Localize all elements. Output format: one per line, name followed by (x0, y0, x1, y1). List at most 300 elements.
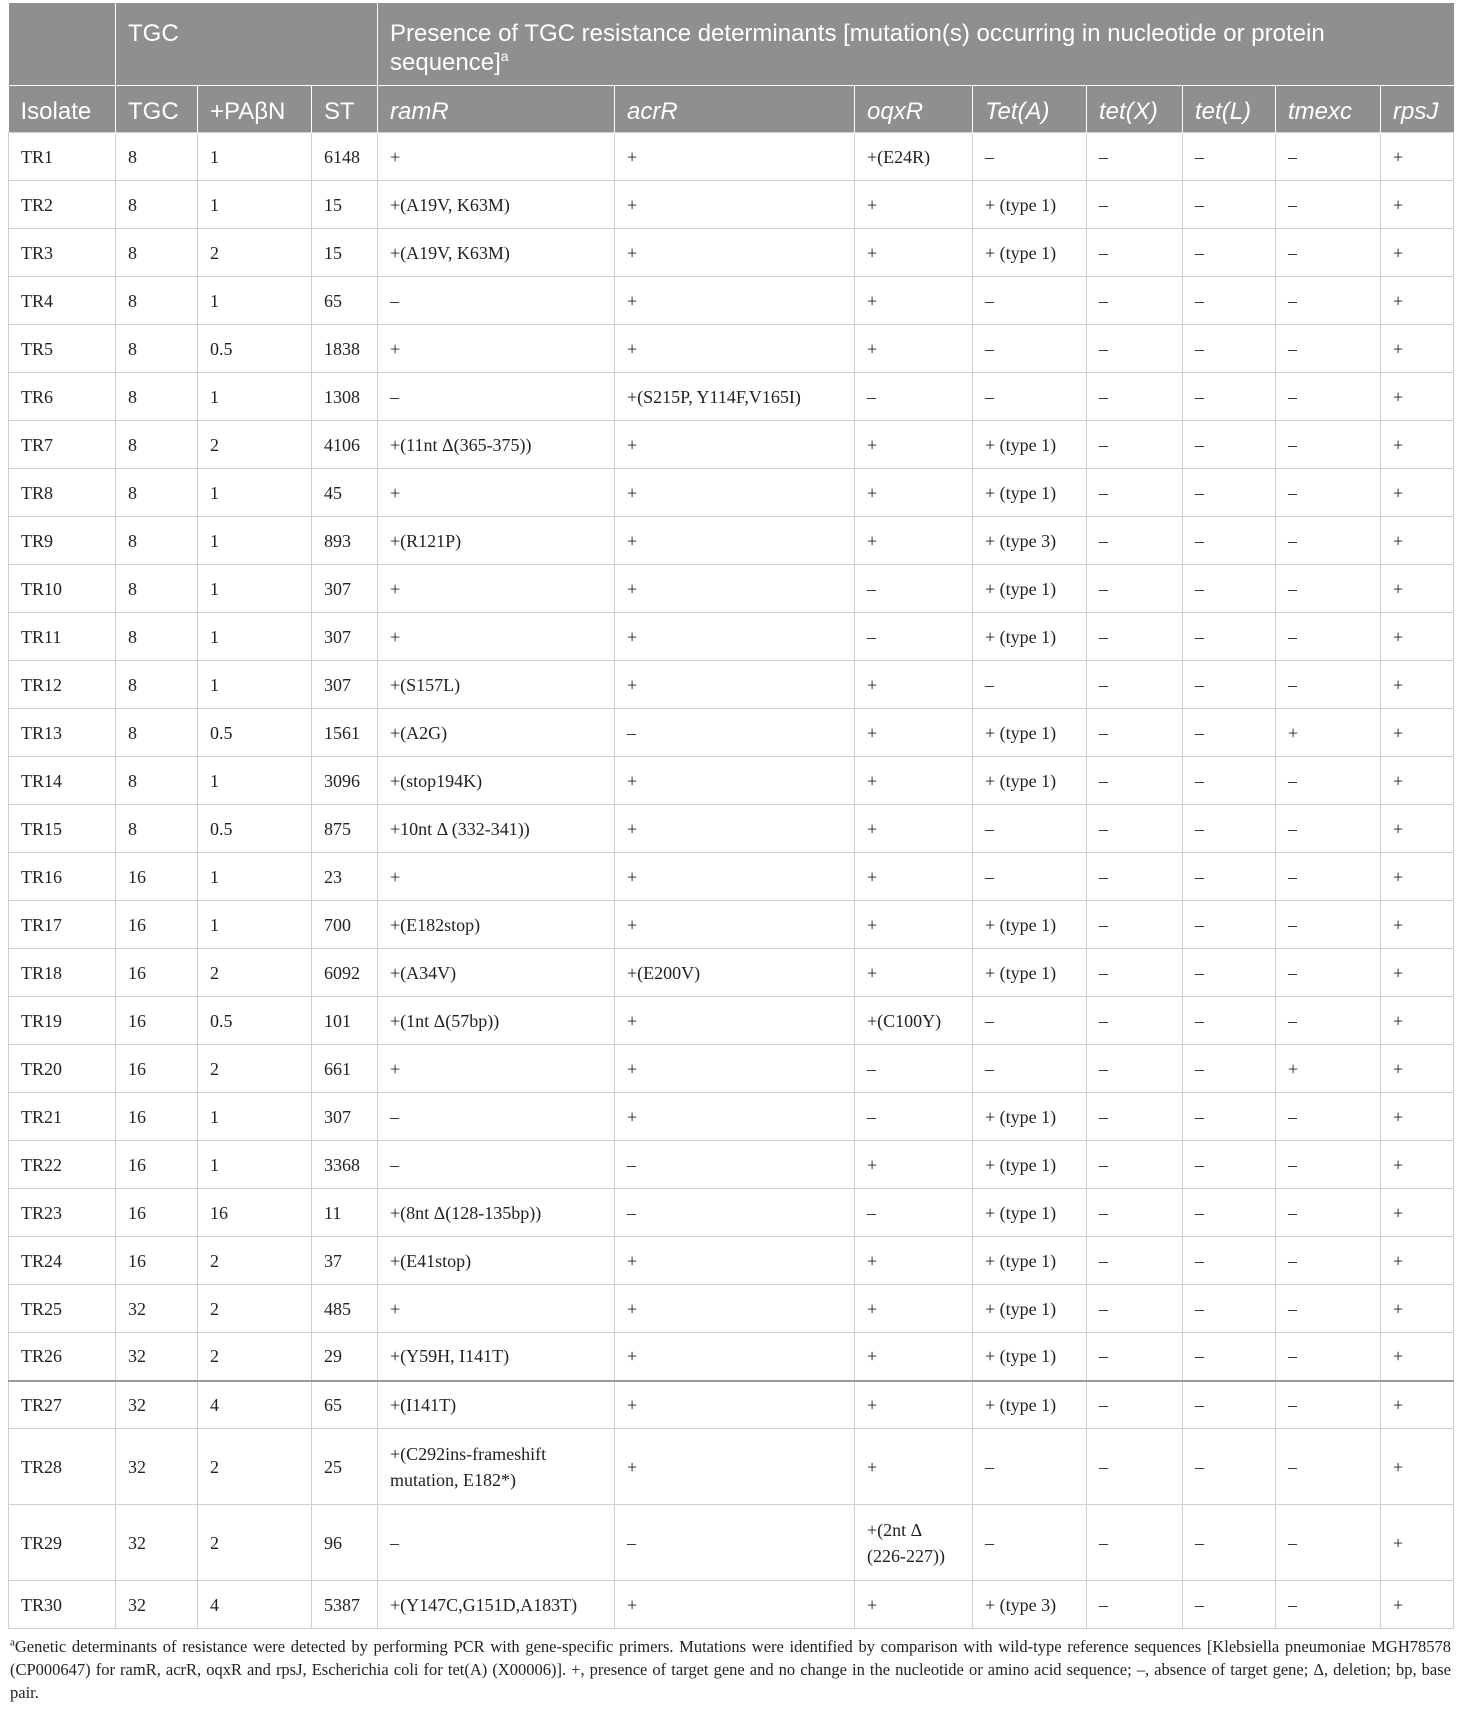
cell-acrr: + (615, 325, 855, 373)
cell-acrr: + (615, 277, 855, 325)
cell-acrr: + (615, 421, 855, 469)
cell-rpsj: + (1381, 1189, 1454, 1237)
cell-tgc: 16 (116, 1237, 198, 1285)
cell-tetx: – (1087, 421, 1183, 469)
cell-tetl: – (1183, 565, 1276, 613)
cell-st: 5387 (312, 1581, 378, 1629)
cell-tetl: – (1183, 1093, 1276, 1141)
cell-ramr: +(S157L) (378, 661, 615, 709)
cell-tetl: – (1183, 709, 1276, 757)
cell-tetl: – (1183, 1285, 1276, 1333)
cell-tetl: – (1183, 325, 1276, 373)
table-row (9, 229, 1454, 277)
cell-isolate: TR16 (9, 853, 116, 901)
cell-acrr: + (615, 853, 855, 901)
cell-tmexc: – (1276, 1189, 1381, 1237)
table-row (9, 1381, 1454, 1429)
cell-ramr: +(stop194K) (378, 757, 615, 805)
cell-tmexc: – (1276, 181, 1381, 229)
cell-isolate: TR5 (9, 325, 116, 373)
cell-tetx: – (1087, 1093, 1183, 1141)
cell-acrr: + (615, 1093, 855, 1141)
cell-tetx: – (1087, 1237, 1183, 1285)
column-header-isolate: Isolate (9, 86, 116, 133)
cell-oqxr: + (855, 1285, 973, 1333)
cell-acrr: + (615, 613, 855, 661)
cell-tgc: 8 (116, 757, 198, 805)
cell-st: 6092 (312, 949, 378, 997)
cell-isolate: TR17 (9, 901, 116, 949)
cell-st: 37 (312, 1237, 378, 1285)
cell-oqxr: +(E24R) (855, 133, 973, 181)
cell-oqxr: +(C100Y) (855, 997, 973, 1045)
cell-tetl: – (1183, 853, 1276, 901)
cell-tgc: 8 (116, 277, 198, 325)
cell-tetx: – (1087, 1045, 1183, 1093)
cell-tetx: – (1087, 565, 1183, 613)
cell-tgc: 16 (116, 1045, 198, 1093)
cell-tmexc: – (1276, 1093, 1381, 1141)
column-header-tgc: TGC (116, 86, 198, 133)
cell-isolate: TR27 (9, 1381, 116, 1429)
column-header-tetl: tet(L) (1183, 86, 1276, 133)
cell-teta: – (973, 805, 1087, 853)
cell-isolate: TR18 (9, 949, 116, 997)
cell-tgc: 8 (116, 661, 198, 709)
cell-tetx: – (1087, 1381, 1183, 1429)
cell-acrr: + (615, 181, 855, 229)
cell-rpsj: + (1381, 133, 1454, 181)
cell-teta: – (973, 997, 1087, 1045)
cell-tetl: – (1183, 1045, 1276, 1093)
cell-tetl: – (1183, 901, 1276, 949)
cell-tmexc: – (1276, 1381, 1381, 1429)
cell-isolate: TR9 (9, 517, 116, 565)
cell-rpsj: + (1381, 469, 1454, 517)
cell-papbn: 1 (198, 133, 312, 181)
cell-acrr: + (615, 1333, 855, 1381)
cell-papbn: 1 (198, 1093, 312, 1141)
table-row (9, 277, 1454, 325)
cell-papbn: 2 (198, 949, 312, 997)
cell-tgc: 8 (116, 565, 198, 613)
cell-papbn: 1 (198, 853, 312, 901)
cell-tgc: 8 (116, 613, 198, 661)
cell-oqxr: – (855, 1045, 973, 1093)
cell-tgc: 8 (116, 181, 198, 229)
cell-oqxr: – (855, 613, 973, 661)
cell-tmexc: – (1276, 661, 1381, 709)
cell-tgc: 16 (116, 1189, 198, 1237)
cell-oqxr: + (855, 1381, 973, 1429)
cell-acrr: + (615, 1045, 855, 1093)
cell-tetl: – (1183, 1141, 1276, 1189)
cell-papbn: 2 (198, 229, 312, 277)
cell-st: 307 (312, 661, 378, 709)
cell-rpsj: + (1381, 373, 1454, 421)
cell-rpsj: + (1381, 421, 1454, 469)
cell-tgc: 32 (116, 1381, 198, 1429)
cell-tmexc: – (1276, 1505, 1381, 1581)
cell-tetl: – (1183, 1581, 1276, 1629)
cell-tmexc: + (1276, 709, 1381, 757)
cell-tmexc: + (1276, 1045, 1381, 1093)
cell-tetx: – (1087, 1581, 1183, 1629)
cell-papbn: 2 (198, 1045, 312, 1093)
cell-rpsj: + (1381, 565, 1454, 613)
cell-st: 875 (312, 805, 378, 853)
cell-teta: + (type 1) (973, 709, 1087, 757)
cell-st: 700 (312, 901, 378, 949)
cell-tetx: – (1087, 1285, 1183, 1333)
cell-tmexc: – (1276, 229, 1381, 277)
cell-papbn: 1 (198, 277, 312, 325)
cell-ramr: + (378, 469, 615, 517)
cell-ramr: +(E182stop) (378, 901, 615, 949)
column-header-st: ST (312, 86, 378, 133)
cell-isolate: TR30 (9, 1581, 116, 1629)
cell-isolate: TR11 (9, 613, 116, 661)
cell-st: 3096 (312, 757, 378, 805)
cell-isolate: TR12 (9, 661, 116, 709)
cell-st: 1308 (312, 373, 378, 421)
cell-teta: + (type 1) (973, 1141, 1087, 1189)
cell-rpsj: + (1381, 517, 1454, 565)
cell-tetl: – (1183, 997, 1276, 1045)
cell-teta: – (973, 853, 1087, 901)
cell-teta: – (973, 373, 1087, 421)
cell-tetx: – (1087, 1189, 1183, 1237)
cell-acrr: +(E200V) (615, 949, 855, 997)
cell-ramr: +(Y59H, I141T) (378, 1333, 615, 1381)
cell-papbn: 1 (198, 901, 312, 949)
cell-papbn: 1 (198, 565, 312, 613)
cell-tetx: – (1087, 853, 1183, 901)
cell-ramr: + (378, 133, 615, 181)
cell-oqxr: + (855, 325, 973, 373)
cell-tetx: – (1087, 805, 1183, 853)
cell-tetx: – (1087, 229, 1183, 277)
cell-tmexc: – (1276, 277, 1381, 325)
cell-ramr: +(A19V, K63M) (378, 181, 615, 229)
cell-rpsj: + (1381, 1141, 1454, 1189)
cell-acrr: – (615, 1189, 855, 1237)
cell-st: 485 (312, 1285, 378, 1333)
cell-st: 893 (312, 517, 378, 565)
cell-rpsj: + (1381, 1381, 1454, 1429)
cell-tetx: – (1087, 325, 1183, 373)
cell-tmexc: – (1276, 901, 1381, 949)
cell-acrr: + (615, 1237, 855, 1285)
cell-tmexc: – (1276, 805, 1381, 853)
cell-acrr: + (615, 517, 855, 565)
cell-papbn: 1 (198, 661, 312, 709)
cell-oqxr: + (855, 229, 973, 277)
cell-tmexc: – (1276, 997, 1381, 1045)
cell-papbn: 1 (198, 373, 312, 421)
cell-papbn: 2 (198, 421, 312, 469)
cell-oqxr: + (855, 805, 973, 853)
cell-isolate: TR19 (9, 997, 116, 1045)
table-row (9, 1045, 1454, 1093)
cell-ramr: + (378, 853, 615, 901)
cell-tmexc: – (1276, 325, 1381, 373)
cell-papbn: 1 (198, 1141, 312, 1189)
cell-tmexc: – (1276, 469, 1381, 517)
header-group-presence-text: Presence of TGC resistance determinants [mutation(s) occurring in nucleotide or protein sequence] (390, 20, 1325, 76)
cell-rpsj: + (1381, 949, 1454, 997)
cell-tetl: – (1183, 1189, 1276, 1237)
cell-teta: + (type 1) (973, 469, 1087, 517)
cell-papbn: 16 (198, 1189, 312, 1237)
cell-tetx: – (1087, 949, 1183, 997)
cell-tmexc: – (1276, 613, 1381, 661)
cell-ramr: +(A2G) (378, 709, 615, 757)
cell-teta: – (973, 1045, 1087, 1093)
table-row (9, 997, 1454, 1045)
cell-papbn: 0.5 (198, 709, 312, 757)
cell-teta: + (type 1) (973, 1381, 1087, 1429)
cell-tetl: – (1183, 517, 1276, 565)
cell-tgc: 8 (116, 133, 198, 181)
cell-papbn: 2 (198, 1505, 312, 1581)
cell-papbn: 2 (198, 1429, 312, 1505)
cell-oqxr: + (855, 1333, 973, 1381)
cell-oqxr: + (855, 757, 973, 805)
cell-rpsj: + (1381, 757, 1454, 805)
cell-tgc: 32 (116, 1581, 198, 1629)
cell-teta: + (type 1) (973, 565, 1087, 613)
column-header-ramr: ramR (378, 86, 615, 133)
cell-teta: + (type 1) (973, 421, 1087, 469)
header-group-tgc: TGC (116, 3, 378, 86)
table-container (8, 3, 1453, 1704)
cell-isolate: TR7 (9, 421, 116, 469)
cell-rpsj: + (1381, 805, 1454, 853)
cell-tetl: – (1183, 1237, 1276, 1285)
cell-tetl: – (1183, 133, 1276, 181)
cell-isolate: TR24 (9, 1237, 116, 1285)
cell-st: 1561 (312, 709, 378, 757)
footnote-marker: a (500, 48, 509, 64)
cell-oqxr: + (855, 1581, 973, 1629)
cell-tmexc: – (1276, 1581, 1381, 1629)
cell-tetl: – (1183, 613, 1276, 661)
cell-tetx: – (1087, 1141, 1183, 1189)
cell-isolate: TR4 (9, 277, 116, 325)
cell-tgc: 8 (116, 325, 198, 373)
cell-tetx: – (1087, 1333, 1183, 1381)
cell-acrr: – (615, 1141, 855, 1189)
cell-papbn: 4 (198, 1381, 312, 1429)
cell-acrr: + (615, 133, 855, 181)
cell-isolate: TR2 (9, 181, 116, 229)
cell-papbn: 0.5 (198, 997, 312, 1045)
cell-isolate: TR29 (9, 1505, 116, 1581)
cell-teta: – (973, 277, 1087, 325)
cell-st: 11 (312, 1189, 378, 1237)
cell-rpsj: + (1381, 613, 1454, 661)
cell-st: 29 (312, 1333, 378, 1381)
cell-oqxr: + (855, 1141, 973, 1189)
cell-teta: – (973, 1429, 1087, 1505)
table-row (9, 1285, 1454, 1333)
cell-acrr: + (615, 661, 855, 709)
cell-oqxr: + (855, 469, 973, 517)
column-header-tetx: tet(X) (1087, 86, 1183, 133)
cell-oqxr: + (855, 949, 973, 997)
cell-tetx: – (1087, 277, 1183, 325)
cell-rpsj: + (1381, 277, 1454, 325)
cell-teta: – (973, 133, 1087, 181)
column-header-tmexc: tmexc (1276, 86, 1381, 133)
table-body (9, 133, 1454, 1629)
cell-tetx: – (1087, 613, 1183, 661)
cell-isolate: TR21 (9, 1093, 116, 1141)
cell-acrr: + (615, 997, 855, 1045)
column-header-acrr: acrR (615, 86, 855, 133)
cell-acrr: – (615, 709, 855, 757)
table-row (9, 661, 1454, 709)
cell-acrr: + (615, 1429, 855, 1505)
cell-papbn: 1 (198, 757, 312, 805)
cell-oqxr: – (855, 373, 973, 421)
cell-tmexc: – (1276, 517, 1381, 565)
cell-ramr: + (378, 1285, 615, 1333)
cell-st: 307 (312, 565, 378, 613)
cell-papbn: 4 (198, 1581, 312, 1629)
cell-tetl: – (1183, 1333, 1276, 1381)
cell-tgc: 32 (116, 1429, 198, 1505)
cell-ramr: +(Y147C,G151D,A183T) (378, 1581, 615, 1629)
cell-tmexc: – (1276, 1141, 1381, 1189)
cell-rpsj: + (1381, 1333, 1454, 1381)
cell-teta: + (type 1) (973, 949, 1087, 997)
cell-tmexc: – (1276, 853, 1381, 901)
cell-teta: + (type 1) (973, 901, 1087, 949)
cell-teta: + (type 1) (973, 613, 1087, 661)
cell-ramr: – (378, 1141, 615, 1189)
cell-tmexc: – (1276, 1285, 1381, 1333)
cell-ramr: +(R121P) (378, 517, 615, 565)
cell-oqxr: + (855, 901, 973, 949)
cell-st: 15 (312, 229, 378, 277)
cell-rpsj: + (1381, 901, 1454, 949)
cell-papbn: 0.5 (198, 325, 312, 373)
cell-ramr: + (378, 325, 615, 373)
cell-rpsj: + (1381, 853, 1454, 901)
header-blank-cell (9, 3, 116, 86)
cell-acrr: + (615, 901, 855, 949)
cell-st: 23 (312, 853, 378, 901)
cell-tetx: – (1087, 709, 1183, 757)
cell-tgc: 16 (116, 997, 198, 1045)
footnote-text: Genetic determinants of resistance were detected by performing PCR with gene-specific primers. Mutations were identified by comparison with wild-type reference sequences [Klebsiella pneumoniae MGH78578 (CP000647) for ramR, acrR, oqxR and rpsJ, Escherichia coli for tet(A) (X00006)]. +, presence of target gene and no change in the nucleotide or amino acid sequence; –, absence of target gene; Δ, deletion; bp, base pair. (10, 1637, 1451, 1702)
cell-papbn: 2 (198, 1333, 312, 1381)
table-row (9, 613, 1454, 661)
cell-st: 1838 (312, 325, 378, 373)
footnote-marker: a (10, 1636, 15, 1649)
cell-ramr: +(8nt Δ(128-135bp)) (378, 1189, 615, 1237)
column-header-teta: Tet(A) (973, 86, 1087, 133)
cell-acrr: + (615, 229, 855, 277)
cell-rpsj: + (1381, 997, 1454, 1045)
cell-ramr: – (378, 373, 615, 421)
cell-st: 65 (312, 1381, 378, 1429)
cell-isolate: TR1 (9, 133, 116, 181)
table-row (9, 1505, 1454, 1581)
cell-isolate: TR14 (9, 757, 116, 805)
cell-tgc: 32 (116, 1505, 198, 1581)
cell-papbn: 2 (198, 1237, 312, 1285)
cell-rpsj: + (1381, 1285, 1454, 1333)
cell-teta: – (973, 661, 1087, 709)
resistance-table (8, 3, 1454, 1629)
cell-isolate: TR20 (9, 1045, 116, 1093)
cell-tetl: – (1183, 181, 1276, 229)
cell-acrr: + (615, 1581, 855, 1629)
cell-tmexc: – (1276, 133, 1381, 181)
cell-tetx: – (1087, 1505, 1183, 1581)
cell-teta: + (type 1) (973, 1093, 1087, 1141)
cell-tetx: – (1087, 997, 1183, 1045)
table-row (9, 517, 1454, 565)
cell-ramr: +(E41stop) (378, 1237, 615, 1285)
cell-tgc: 8 (116, 229, 198, 277)
table-row (9, 133, 1454, 181)
cell-rpsj: + (1381, 1505, 1454, 1581)
table-row (9, 1093, 1454, 1141)
cell-teta: + (type 1) (973, 1333, 1087, 1381)
cell-tetx: – (1087, 1429, 1183, 1505)
cell-st: 25 (312, 1429, 378, 1505)
cell-oqxr: +(2nt Δ (226-227)) (855, 1505, 973, 1581)
cell-tgc: 8 (116, 421, 198, 469)
cell-oqxr: + (855, 517, 973, 565)
cell-isolate: TR28 (9, 1429, 116, 1505)
cell-tgc: 8 (116, 805, 198, 853)
cell-tetx: – (1087, 133, 1183, 181)
cell-tmexc: – (1276, 565, 1381, 613)
cell-rpsj: + (1381, 229, 1454, 277)
cell-tetx: – (1087, 757, 1183, 805)
cell-st: 96 (312, 1505, 378, 1581)
header-group-row (9, 3, 1454, 86)
cell-tetx: – (1087, 901, 1183, 949)
cell-ramr: – (378, 277, 615, 325)
cell-papbn: 0.5 (198, 805, 312, 853)
cell-rpsj: + (1381, 1237, 1454, 1285)
cell-tetx: – (1087, 661, 1183, 709)
cell-st: 307 (312, 613, 378, 661)
cell-teta: + (type 1) (973, 1237, 1087, 1285)
table-row (9, 1141, 1454, 1189)
cell-acrr: +(S215P, Y114F,V165I) (615, 373, 855, 421)
cell-oqxr: + (855, 709, 973, 757)
cell-acrr: + (615, 469, 855, 517)
table-row (9, 1429, 1454, 1505)
cell-teta: + (type 1) (973, 181, 1087, 229)
table-row (9, 1237, 1454, 1285)
cell-acrr: + (615, 1381, 855, 1429)
table-row (9, 709, 1454, 757)
cell-tetl: – (1183, 277, 1276, 325)
cell-oqxr: + (855, 1237, 973, 1285)
cell-teta: + (type 1) (973, 757, 1087, 805)
column-header-oqxr: oqxR (855, 86, 973, 133)
cell-ramr: +(A34V) (378, 949, 615, 997)
cell-rpsj: + (1381, 1429, 1454, 1505)
